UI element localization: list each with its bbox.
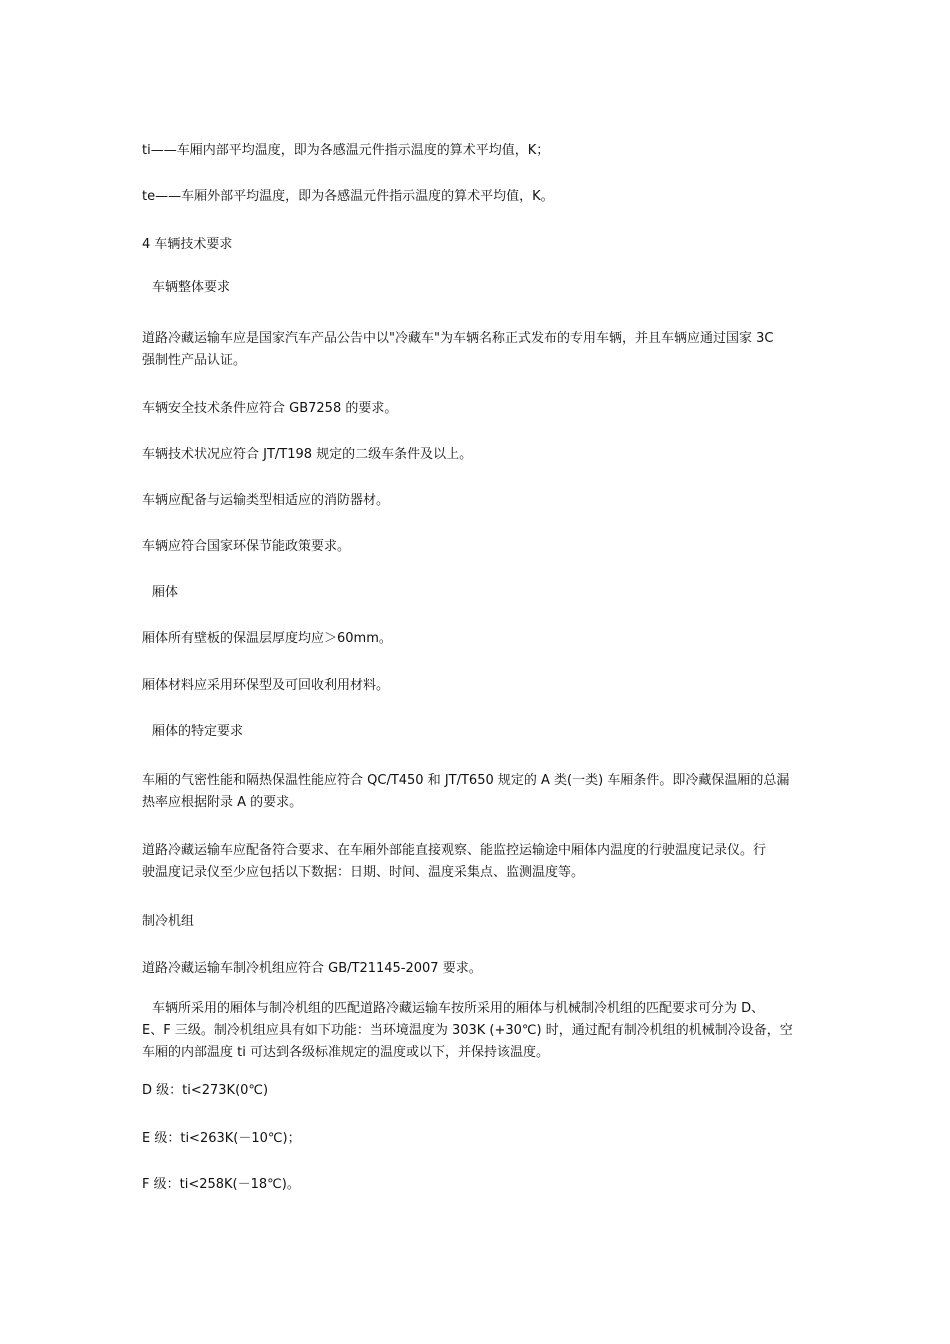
paragraph-fire-equipment: 车辆应配备与运输类型相适应的消防器材。 (142, 493, 390, 508)
paragraph-line: 道路冷藏运输车应是国家汽车产品公告中以"冷藏车"为车辆名称正式发布的专用车辆，并且车辆应通过国家 3C (142, 331, 774, 346)
paragraph-refrigeration-standard: 道路冷藏运输车制冷机组应符合 GB/T21145-2007 要求。 (142, 961, 482, 976)
paragraph-line: 强制性产品认证。 (142, 353, 247, 368)
heading-vehicle-overall: 车辆整体要求 (152, 280, 231, 295)
paragraph-line: 车厢的气密性能和隔热保温性能应符合 QC/T450 和 JT/T650 规定的 A 类(一类) 车厢条件。即冷藏保温厢的总漏 (142, 773, 790, 788)
heading-body: 厢体 (152, 585, 179, 600)
grade-e: E 级：ti<263K(－10℃)； (142, 1131, 301, 1146)
grade-d: D 级：ti<273K(0℃) (142, 1083, 269, 1098)
paragraph-line: 驶温度记录仪至少应包括以下数据：日期、时间、温度采集点、监测温度等。 (142, 865, 585, 880)
paragraph-vehicle-safety: 车辆安全技术条件应符合 GB7258 的要求。 (142, 401, 398, 416)
paragraph-airtightness (142, 770, 814, 814)
paragraph-insulation-thickness: 厢体所有壁板的保温层厚度均应＞60mm。 (142, 631, 392, 646)
paragraph-environmental: 车辆应符合国家环保节能政策要求。 (142, 539, 351, 554)
paragraph-line: 热率应根据附录 A 的要求。 (142, 795, 303, 810)
paragraph-vehicle-condition: 车辆技术状况应符合 JT/T198 规定的二级车条件及以上。 (142, 447, 473, 462)
paragraph-line: 车辆所采用的厢体与制冷机组的匹配道路冷藏运输车按所采用的厢体与机械制冷机组的匹配要求可分为 D、 (152, 1001, 765, 1016)
paragraph-line: E、F 三级。制冷机组应具有如下功能：当环境温度为 303K (+30℃) 时，通过配有制冷机组的机械制冷设备，空 (142, 1023, 793, 1038)
paragraph-line: 道路冷藏运输车应配备符合要求、在车厢外部能直接观察、能监控运输途中厢体内温度的行驶温度记录仪。行 (142, 843, 767, 858)
grade-f: F 级：ti<258K(－18℃)。 (142, 1177, 300, 1192)
paragraph-line: 车厢的内部温度 ti 可达到各级标准规定的温度或以下，并保持该温度。 (142, 1045, 549, 1060)
heading-refrigeration-unit: 制冷机组 (142, 914, 195, 929)
paragraph-refrigeration-grades (142, 998, 814, 1064)
paragraph-temperature-recorder (142, 840, 814, 884)
definition-ti: ti——车厢内部平均温度，即为各感温元件指示温度的算术平均值，K； (142, 143, 550, 158)
heading-body-specific: 厢体的特定要求 (152, 724, 244, 739)
paragraph-body-material: 厢体材料应采用环保型及可回收利用材料。 (142, 678, 390, 693)
definition-te: te——车厢外部平均温度，即为各感温元件指示温度的算术平均值，K。 (142, 189, 554, 204)
paragraph-vehicle-certification (142, 328, 814, 372)
section-4-title: 4 车辆技术要求 (142, 237, 233, 252)
